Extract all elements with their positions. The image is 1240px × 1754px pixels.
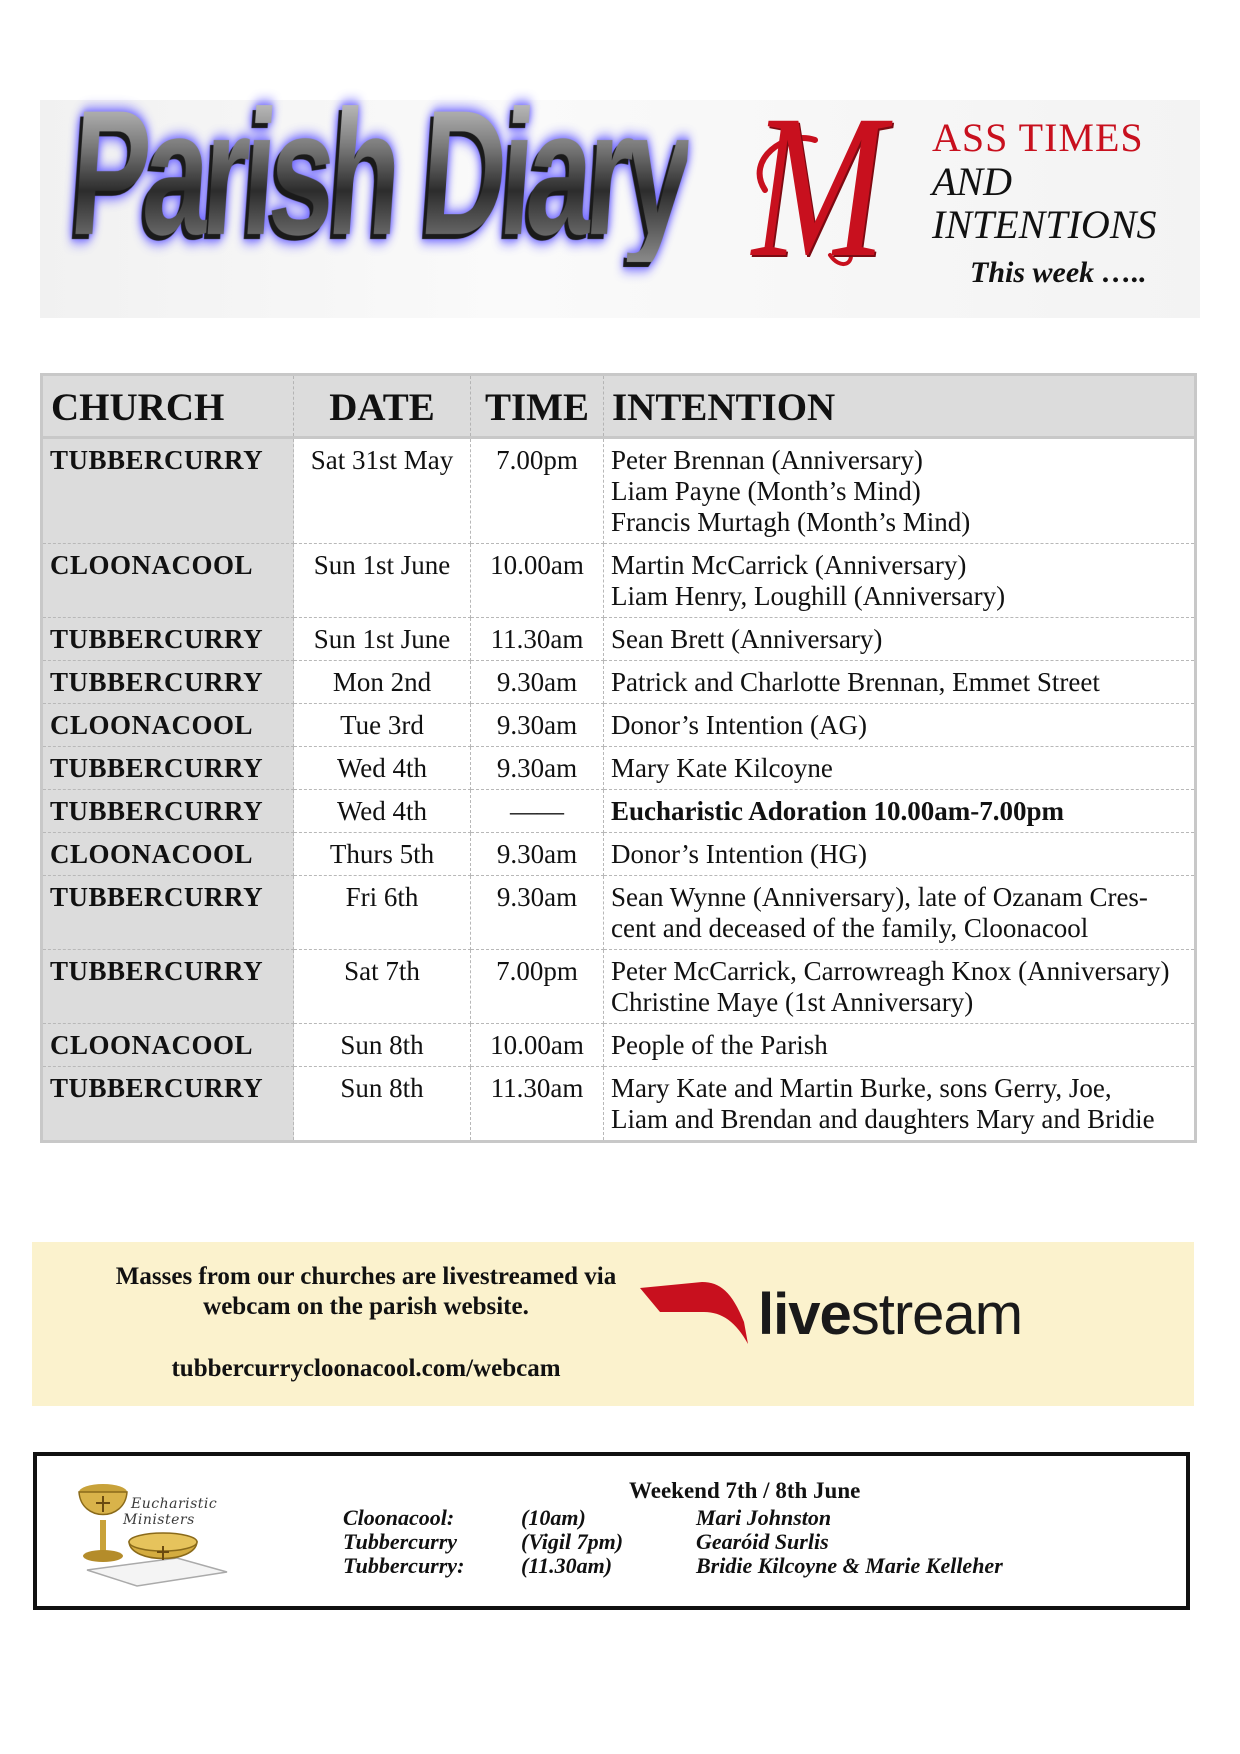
church-cell: CLOONACOOL	[42, 704, 294, 747]
rota-time: (10am)	[521, 1505, 586, 1530]
intention-cell	[604, 661, 1196, 704]
date-cell: Wed 4th	[294, 747, 471, 790]
table-row	[42, 704, 1196, 747]
intention-cell	[604, 876, 1196, 950]
table-row	[42, 618, 1196, 661]
livestream-box	[32, 1242, 1194, 1406]
intention-line: Sean Wynne (Anniversary), late of Ozanam Cres-	[611, 882, 1148, 912]
church-cell: TUBBERCURRY	[42, 950, 294, 1024]
church-cell: TUBBERCURRY	[42, 876, 294, 950]
table-row	[42, 1024, 1196, 1067]
column-header-intention: INTENTION	[604, 375, 1196, 438]
intention-cell	[604, 438, 1196, 544]
and-heading: AND	[932, 159, 1012, 204]
this-week-subtitle: This week …..	[970, 256, 1147, 289]
logo-ministers-text: Ministers	[123, 1512, 195, 1528]
intention-cell	[604, 618, 1196, 661]
church-cell: TUBBERCURRY	[42, 1067, 294, 1142]
intention-line: Donor’s Intention (HG)	[611, 839, 867, 869]
church-cell: TUBBERCURRY	[42, 661, 294, 704]
date-cell: Sat 31st May	[294, 438, 471, 544]
intention-line: Francis Murtagh (Month’s Mind)	[611, 507, 971, 537]
table-row	[42, 438, 1196, 544]
time-cell: ——	[471, 790, 604, 833]
date-cell: Sun 1st June	[294, 618, 471, 661]
logo-live-text: live	[758, 1282, 851, 1347]
table-row	[42, 661, 1196, 704]
intention-line: People of the Parish	[611, 1030, 828, 1060]
intention-cell	[604, 790, 1196, 833]
rota-time: (11.30am)	[521, 1553, 613, 1578]
intention-cell	[604, 704, 1196, 747]
table-header-row	[42, 375, 1196, 438]
date-cell: Tue 3rd	[294, 704, 471, 747]
intention-line: Christine Maye (1st Anniversary)	[611, 987, 974, 1017]
time-cell: 11.30am	[471, 1067, 604, 1142]
rota-names: Gearóid Surlis	[696, 1529, 829, 1554]
livestream-logo	[640, 1282, 1140, 1362]
intention-line: Liam Henry, Loughill (Anniversary)	[611, 581, 1006, 611]
logo-eucharistic-text: Eucharistic	[131, 1496, 218, 1512]
weekend-heading: Weekend 7th / 8th June	[629, 1478, 861, 1503]
time-cell: 9.30am	[471, 833, 604, 876]
table-row	[42, 544, 1196, 618]
livestream-line-2: webcam on the parish website.	[203, 1293, 529, 1320]
time-cell: 9.30am	[471, 661, 604, 704]
time-cell: 9.30am	[471, 876, 604, 950]
time-cell: 7.00pm	[471, 950, 604, 1024]
webcam-url[interactable]: tubbercurrycloonacool.com/webcam	[171, 1355, 561, 1382]
mass-times-heading: ASS TIMES	[932, 115, 1144, 160]
date-cell: Fri 6th	[294, 876, 471, 950]
table-row	[42, 747, 1196, 790]
intention-line: Peter McCarrick, Carrowreagh Knox (Anniversary)	[611, 956, 1170, 986]
intention-line: Mary Kate and Martin Burke, sons Gerry, Joe,	[611, 1073, 1112, 1103]
rota-church: Tubbercurry:	[343, 1553, 465, 1578]
table-row	[42, 1067, 1196, 1142]
intention-cell	[604, 1067, 1196, 1142]
intention-cell	[604, 833, 1196, 876]
livestream-description	[46, 1262, 686, 1322]
parish-diary-title: Parish Diary	[64, 73, 694, 272]
date-cell: Sun 1st June	[294, 544, 471, 618]
intention-line: Eucharistic Adoration 10.00am-7.00pm	[611, 796, 1065, 826]
column-header-church: CHURCH	[42, 375, 294, 438]
date-cell: Sun 8th	[294, 1024, 471, 1067]
logo-stream-text: stream	[850, 1282, 1023, 1347]
church-cell: CLOONACOOL	[42, 1024, 294, 1067]
livestream-line-1: Masses from our churches are livestreamed via	[115, 1263, 617, 1290]
intention-line: Liam and Brendan and daughters Mary and Bridie	[611, 1104, 1155, 1134]
time-cell: 9.30am	[471, 704, 604, 747]
rota-names: Mari Johnston	[696, 1505, 832, 1530]
table-row	[42, 950, 1196, 1024]
intention-line: Martin McCarrick (Anniversary)	[611, 550, 967, 580]
time-cell: 7.00pm	[471, 438, 604, 544]
church-cell: TUBBERCURRY	[42, 618, 294, 661]
rota-names: Bridie Kilcoyne & Marie Kelleher	[696, 1553, 1003, 1578]
time-cell: 9.30am	[471, 747, 604, 790]
livestream-wordmark	[758, 1282, 1023, 1347]
time-cell: 10.00am	[471, 1024, 604, 1067]
intention-line: Mary Kate Kilcoyne	[611, 753, 833, 783]
table-row	[42, 790, 1196, 833]
intention-cell	[604, 747, 1196, 790]
eucharistic-ministers-box	[33, 1452, 1190, 1610]
rota-time: (Vigil 7pm)	[521, 1529, 624, 1554]
rota-church: Tubbercurry	[343, 1529, 458, 1554]
table-row	[42, 876, 1196, 950]
intention-cell	[604, 1024, 1196, 1067]
rota-church: Cloonacool:	[343, 1505, 455, 1530]
column-header-date: DATE	[294, 375, 471, 438]
intention-line: Liam Payne (Month’s Mind)	[611, 476, 921, 506]
intention-line: Sean Brett (Anniversary)	[611, 624, 883, 654]
chalice-icon	[67, 1472, 237, 1588]
date-cell: Sat 7th	[294, 950, 471, 1024]
mass-initial-letter: M	[752, 73, 886, 300]
livestream-swoosh-icon	[640, 1282, 760, 1352]
church-cell: TUBBERCURRY	[42, 790, 294, 833]
column-header-time: TIME	[471, 375, 604, 438]
mass-table-body	[42, 438, 1196, 1142]
intention-cell	[604, 950, 1196, 1024]
intention-line: Patrick and Charlotte Brennan, Emmet Street	[611, 667, 1100, 697]
date-cell: Thurs 5th	[294, 833, 471, 876]
date-cell: Wed 4th	[294, 790, 471, 833]
table-row	[42, 833, 1196, 876]
intention-line: Peter Brennan (Anniversary)	[611, 445, 923, 475]
date-cell: Sun 8th	[294, 1067, 471, 1142]
intention-line: Donor’s Intention (AG)	[611, 710, 867, 740]
date-cell: Mon 2nd	[294, 661, 471, 704]
church-cell: CLOONACOOL	[42, 544, 294, 618]
intention-line: cent and deceased of the family, Cloonacool	[611, 913, 1089, 943]
intention-cell	[604, 544, 1196, 618]
church-cell: TUBBERCURRY	[42, 747, 294, 790]
time-cell: 11.30am	[471, 618, 604, 661]
mass-times-table	[40, 373, 1197, 1143]
church-cell: TUBBERCURRY	[42, 438, 294, 544]
intentions-heading: INTENTIONS	[932, 202, 1157, 247]
time-cell: 10.00am	[471, 544, 604, 618]
church-cell: CLOONACOOL	[42, 833, 294, 876]
